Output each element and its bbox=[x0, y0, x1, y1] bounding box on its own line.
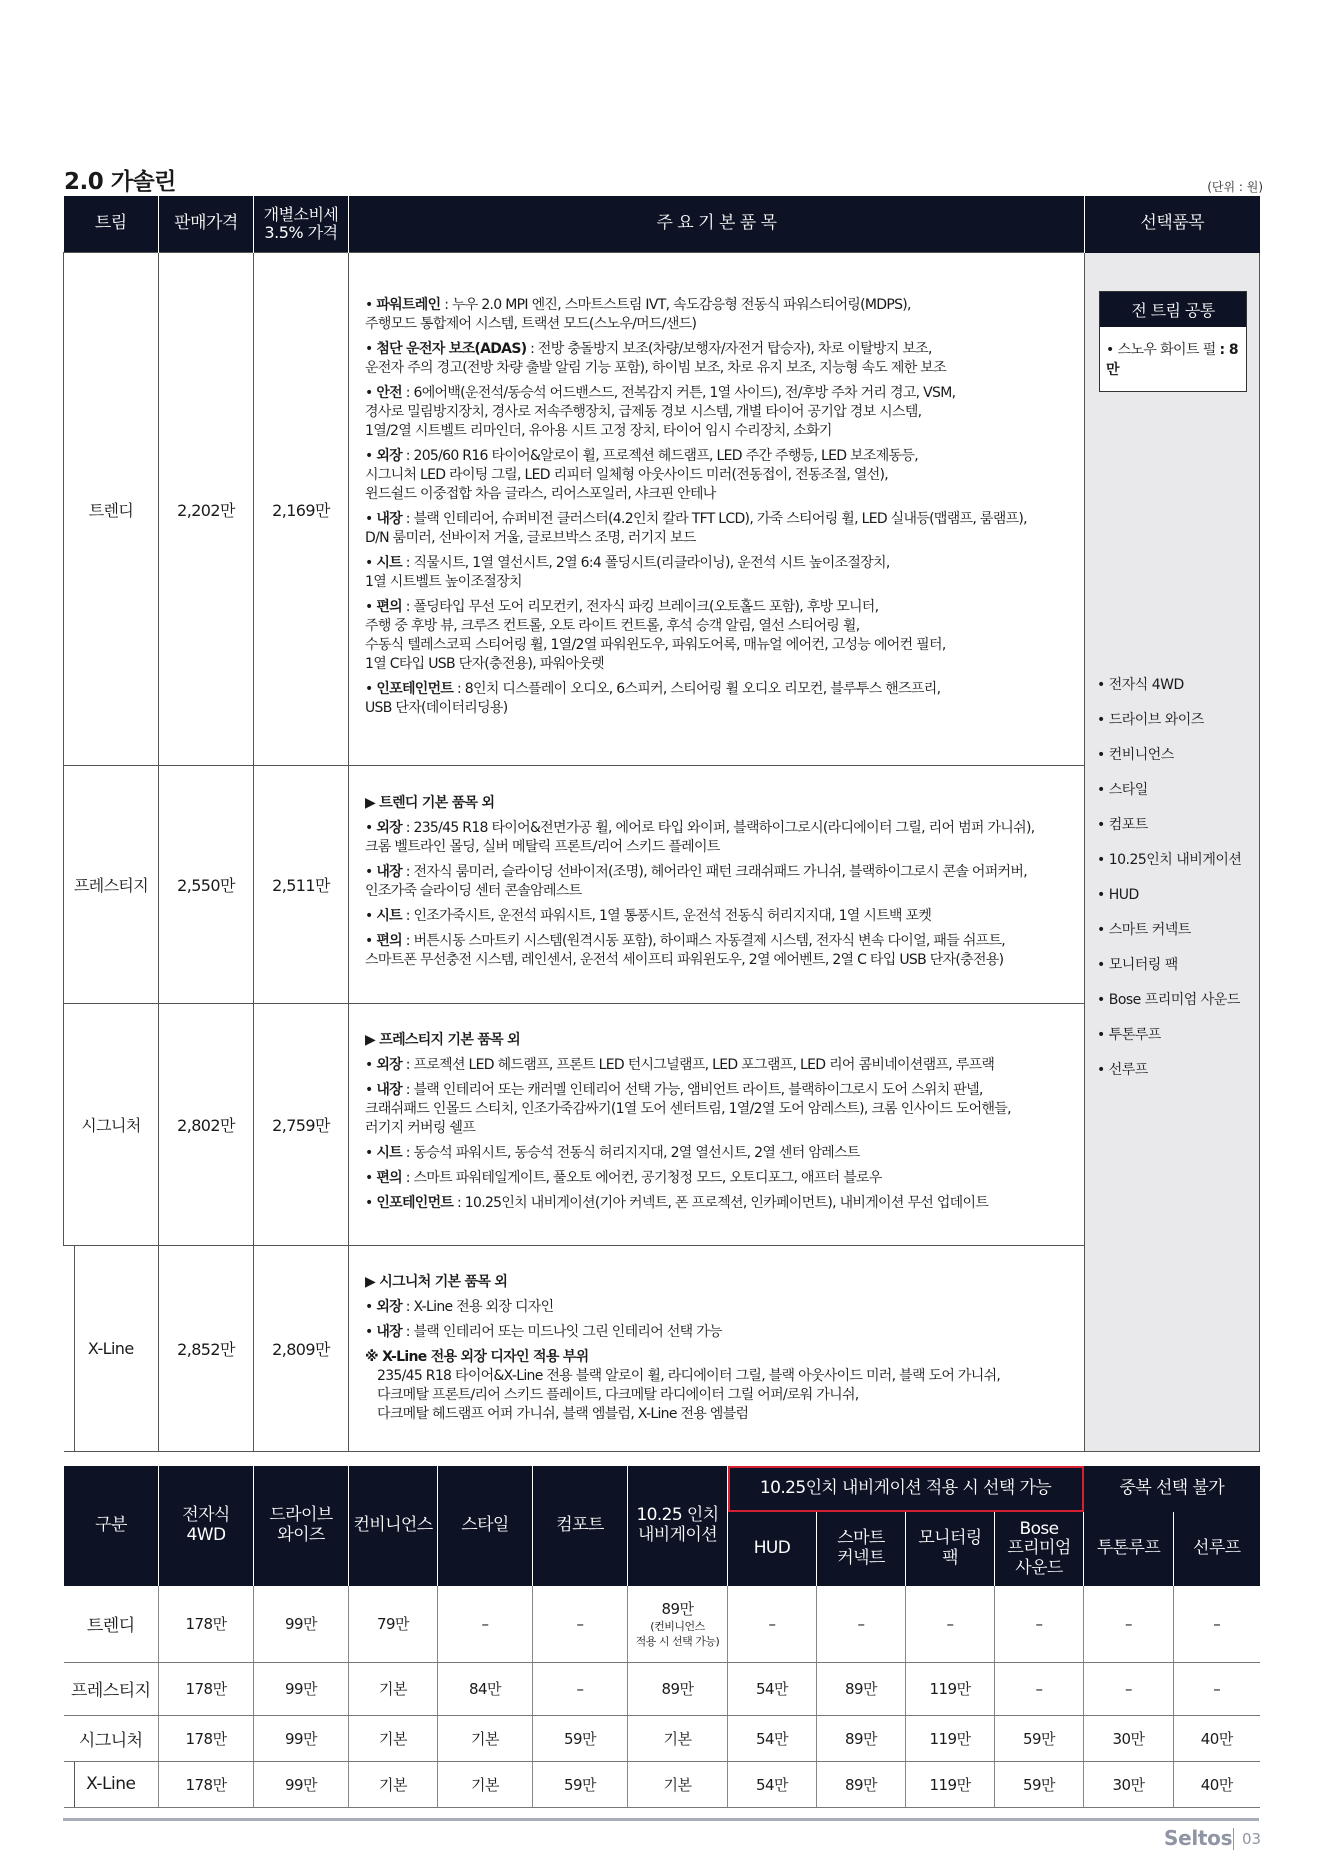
option-price-cell bbox=[349, 1715, 438, 1761]
trim-price: 2,550만 bbox=[159, 766, 254, 1004]
feature-category: 시트 bbox=[376, 907, 402, 924]
feature-lead: ▶ 트렌디 기본 품목 외 bbox=[365, 794, 495, 811]
bullet-icon: • bbox=[365, 1144, 377, 1161]
bullet-icon: • bbox=[365, 863, 377, 880]
option-price-cell bbox=[349, 1761, 438, 1807]
option-price-value: 54만 bbox=[755, 1775, 789, 1794]
feature-category: 편의 bbox=[376, 599, 402, 615]
bullet-icon: • bbox=[365, 385, 377, 401]
feature-text: : 8인치 디스플레이 오디오, 6스피커, 스티어링 휠 오디오 리모컨, 블루투스 핸즈프리, USB 단자(데이터리딩용) bbox=[365, 681, 941, 716]
option-price-cell bbox=[628, 1715, 728, 1761]
option-row-trim: X-Line bbox=[64, 1761, 159, 1807]
option-price-cell bbox=[159, 1586, 254, 1662]
option-price-cell bbox=[628, 1662, 728, 1715]
bullet-icon: • bbox=[365, 1324, 377, 1340]
option-price-cell bbox=[1084, 1761, 1174, 1807]
option-price-value: 기본 bbox=[379, 1775, 407, 1794]
feature-text: : 블랙 인테리어, 슈퍼비전 클러스터(4.2인치 칼라 TFT LCD), 가죽 스티어링 휠, LED 실내등(맵램프, 룸램프), D/N 룸미러, 선바이저 거울, 글로브박스 조명, 러기지 보드 bbox=[365, 511, 1027, 546]
feature-category: 인포테인먼트 bbox=[376, 1194, 454, 1211]
feature-item bbox=[365, 1169, 1072, 1188]
feature-list bbox=[349, 1004, 1085, 1246]
option-price-value: – bbox=[946, 1614, 954, 1633]
brand-name: Seltos bbox=[1164, 1826, 1233, 1850]
feature-text: : 프로젝션 LED 헤드램프, 프론트 LED 턴시그널램프, LED 포그램프, LED 리어 콤비네이션램프, 루프랙 bbox=[401, 1056, 995, 1073]
feature-item bbox=[365, 932, 1072, 970]
feature-category: 외장 bbox=[376, 1056, 402, 1073]
option-price-value: 119만 bbox=[929, 1729, 971, 1748]
option-price-value: 기본 bbox=[663, 1729, 692, 1748]
feature-text: : 직물시트, 1열 열선시트, 2열 6:4 폴딩시트(리클라이닝), 운전석 시트 높이조절장치, 1열 시트벨트 높이조절장치 bbox=[365, 555, 890, 590]
feature-category: 첨단 운전자 보조(ADAS) bbox=[376, 341, 527, 357]
bullet-icon: • bbox=[365, 932, 377, 949]
option-price-cell bbox=[628, 1761, 728, 1807]
feature-text: : 인조가죽시트, 운전석 파워시트, 1열 통풍시트, 운전석 전동식 허리지지대, 1열 시트백 포켓 bbox=[401, 907, 932, 924]
option-price-value: 99만 bbox=[284, 1775, 318, 1794]
option-price-cell bbox=[349, 1586, 438, 1662]
opt-header-sunroof: 선루프 bbox=[1174, 1512, 1260, 1586]
feature-category: 내장 bbox=[376, 511, 402, 527]
option-row bbox=[64, 1662, 1260, 1715]
trim-tax-price: 2,759만 bbox=[254, 1004, 349, 1246]
feature-category: 인포테인먼트 bbox=[376, 681, 454, 697]
common-option-item: • 스노우 화이트 펄 : 8만 bbox=[1106, 341, 1238, 378]
feature-list bbox=[349, 766, 1085, 1004]
feature-category: 내장 bbox=[376, 863, 402, 880]
feature-category: 시트 bbox=[376, 1144, 402, 1161]
option-price-value: – bbox=[1213, 1614, 1221, 1633]
feature-category: 편의 bbox=[376, 1169, 402, 1186]
feature-text: : 전방 충돌방지 보조(차량/보행자/자전거 탑승자), 차로 이탈방지 보조, 운전자 주의 경고(전방 차량 출발 알림 기능 포함), 하이빔 보조, 차로 유지 보조, 지능형 속도 제한 보조 bbox=[365, 341, 946, 376]
option-row bbox=[64, 1761, 1260, 1807]
trim-row bbox=[64, 1004, 1260, 1246]
feature-text: : 235/45 R18 타이어&전면가공 휠, 에어로 타입 와이퍼, 블랙하이그로시(라디에이터 그릴, 리어 범퍼 가니쉬), 크롬 벨트라인 몰딩, 실버 메탈릭 프론트/리어 스키드 플레이트 bbox=[365, 819, 1035, 855]
option-price-cell bbox=[1174, 1715, 1260, 1761]
feature-lead: ▶ 프레스티지 기본 품목 외 bbox=[365, 1031, 521, 1048]
feature-text: : 전자식 룸미러, 슬라이딩 선바이저(조명), 헤어라인 패턴 크래쉬패드 가니쉬, 블랙하이그로시 콘솔 어퍼커버, 인조가죽 슬라이딩 센터 콘솔암레스트 bbox=[365, 863, 1027, 899]
option-price-value: 178만 bbox=[185, 1615, 227, 1634]
option-row bbox=[64, 1586, 1260, 1662]
option-price-cell bbox=[817, 1586, 906, 1662]
option-price-value: 59만 bbox=[1022, 1729, 1056, 1748]
feature-item bbox=[365, 1081, 1072, 1138]
opt-header-hud: HUD bbox=[728, 1512, 817, 1586]
option-price-value: 89만 bbox=[844, 1680, 878, 1698]
option-price-value: – bbox=[1035, 1614, 1043, 1633]
bullet-icon: • bbox=[365, 1299, 377, 1315]
opt-header-bose: Bose 프리미엄 사운드 bbox=[995, 1512, 1084, 1586]
option-price-value: 59만 bbox=[1022, 1775, 1056, 1794]
feature-text: : X-Line 전용 외장 디자인 bbox=[401, 1299, 554, 1315]
option-price-value: 기본 bbox=[379, 1680, 407, 1698]
option-price-cell bbox=[995, 1586, 1084, 1662]
option-row-trim: 시그니처 bbox=[64, 1715, 159, 1761]
option-price-cell bbox=[906, 1662, 995, 1715]
section-title: 2.0 가솔린 bbox=[64, 169, 176, 195]
feature-item bbox=[365, 554, 1072, 592]
page-number: 03 bbox=[1242, 1830, 1262, 1848]
option-price-value: 89만 bbox=[661, 1600, 694, 1619]
option-column bbox=[1085, 253, 1260, 1452]
option-price-cell bbox=[438, 1761, 533, 1807]
trim-name: X-Line bbox=[64, 1246, 159, 1452]
option-price-cell bbox=[533, 1586, 628, 1662]
feature-text: : 누우 2.0 MPI 엔진, 스마트스트림 IVT, 속도감응형 전동식 파워스티어링(MDPS), 주행모드 통합제어 시스템, 트랙션 모드(스노우/머드/샌드) bbox=[365, 297, 911, 332]
feature-category: 내장 bbox=[376, 1324, 402, 1340]
feature-text: : 블랙 인테리어 또는 미드나잇 그린 인테리어 선택 가능 bbox=[401, 1324, 722, 1340]
option-list-item: • 스마트 커넥트 bbox=[1097, 921, 1191, 938]
trim-price: 2,852만 bbox=[159, 1246, 254, 1452]
option-price-cell bbox=[1084, 1662, 1174, 1715]
feature-item bbox=[365, 340, 1072, 378]
feature-category: 외장 bbox=[376, 448, 402, 464]
feature-category: 내장 bbox=[376, 1081, 402, 1098]
feature-item bbox=[365, 598, 1072, 674]
xline-note bbox=[365, 1348, 1072, 1424]
option-price-value: 89만 bbox=[844, 1775, 878, 1794]
option-price-cell bbox=[349, 1662, 438, 1715]
option-price-value: 89만 bbox=[661, 1680, 694, 1698]
option-list-item: • Bose 프리미엄 사운드 bbox=[1097, 991, 1240, 1008]
feature-text: : 동승석 파워시트, 동승석 전동식 허리지지대, 2열 열선시트, 2열 센터 암레스트 bbox=[401, 1144, 860, 1161]
option-price-table bbox=[63, 1466, 1260, 1808]
trim-tax-price: 2,511만 bbox=[254, 766, 349, 1004]
feature-category: 외장 bbox=[376, 819, 402, 836]
opt-header-awd: 전자식 4WD bbox=[159, 1466, 254, 1586]
bullet-icon: • bbox=[365, 511, 377, 527]
option-price-value: – bbox=[768, 1614, 776, 1633]
opt-header-convenience: 컨비니언스 bbox=[349, 1466, 438, 1586]
footer-rule bbox=[63, 1818, 1259, 1821]
feature-text: : 10.25인치 내비게이션(기아 커넥트, 폰 프로젝션, 인카페이먼트), 내비게이션 무선 업데이트 bbox=[453, 1194, 989, 1211]
feature-text: : 스마트 파워테일게이트, 풀오토 에어컨, 공기청정 모드, 오토디포그, 애프터 블로우 bbox=[401, 1169, 882, 1186]
trim-row bbox=[64, 766, 1260, 1004]
feature-text: : 205/60 R16 타이어&알로이 휠, 프로젝션 헤드램프, LED 주간 주행등, LED 보조제동등, 시그니처 LED 라이팅 그릴, LED 리피터 일체형 아웃사이드 미러(전동접이, 전동조절, 열선), 윈드쉴드 이중접합 차음 글라스, 리어스포일러, 샤크핀 안테나 bbox=[365, 448, 918, 502]
bullet-icon: • bbox=[365, 448, 377, 464]
feature-list bbox=[349, 1246, 1085, 1452]
option-price-cell bbox=[533, 1761, 628, 1807]
option-price-value: 54만 bbox=[755, 1680, 789, 1698]
feature-item bbox=[365, 1323, 1072, 1342]
option-price-cell bbox=[1084, 1586, 1174, 1662]
option-price-value: 99만 bbox=[284, 1729, 318, 1748]
option-list-item: • 스타일 bbox=[1097, 781, 1148, 798]
trim-price: 2,202만 bbox=[159, 253, 254, 766]
option-price-value: 79만 bbox=[376, 1615, 410, 1634]
option-price-cell bbox=[906, 1715, 995, 1761]
feature-text: : 버튼시동 스마트키 시스템(원격시동 포함), 하이패스 자동결제 시스템, 전자식 변속 다이얼, 패들 쉬프트, 스마트폰 무선충전 시스템, 레인센서, 운전석 세이프티 파워윈도우, 2열 에어벤트, 2열 C 타입 USB 단자(충전용) bbox=[365, 932, 1006, 968]
option-row-trim: 트렌디 bbox=[64, 1586, 159, 1662]
feature-list bbox=[349, 253, 1085, 766]
option-price-cell bbox=[254, 1761, 349, 1807]
feature-text: : 블랙 인테리어 또는 캐러멜 인테리어 선택 가능, 앰비언트 라이트, 블랙하이그로시 도어 스위치 판넬, 크래쉬패드 인몰드 스티치, 인조가죽감싸기(1열 도어 센터트림, 1열/2열 도어 암레스트), 크롬 인사이드 도어핸들, 러기지 커버링 쉘프 bbox=[365, 1081, 1011, 1136]
option-price-value: – bbox=[857, 1614, 865, 1633]
opt-header-navigation: 10.25 인치 내비게이션 bbox=[628, 1466, 728, 1586]
bullet-icon: • bbox=[365, 297, 377, 313]
feature-item bbox=[365, 1298, 1072, 1317]
option-price-value: 기본 bbox=[471, 1729, 499, 1748]
header-price: 판매가격 bbox=[159, 196, 254, 253]
feature-category: 시트 bbox=[376, 555, 402, 571]
option-price-cell bbox=[1174, 1586, 1260, 1662]
feature-item bbox=[365, 1194, 1072, 1213]
option-price-cell bbox=[533, 1715, 628, 1761]
trim-row bbox=[64, 253, 1260, 766]
option-price-value: 119만 bbox=[929, 1775, 971, 1794]
bullet-icon: • bbox=[365, 1081, 377, 1098]
option-price-value: 30만 bbox=[1112, 1729, 1145, 1748]
option-row bbox=[64, 1715, 1260, 1761]
option-price-value: – bbox=[1035, 1679, 1043, 1698]
xline-note-text: 235/45 R18 타이어&X-Line 전용 블랙 알로이 휠, 라디에이터 그릴, 블랙 아웃사이드 미러, 블랙 도어 가니쉬, 다크메탈 프론트/리어 스키드 플레이트, 다크메탈 라디에이터 그릴 어퍼/로워 가니쉬, 다크메탈 헤드램프 어퍼 가니쉬, 블랙 엠블럼, X-Line 전용 엠블럼 bbox=[377, 1368, 1001, 1422]
bullet-icon: • bbox=[365, 819, 377, 836]
option-list-item: • 전자식 4WD bbox=[1097, 676, 1184, 693]
option-price-cell bbox=[1084, 1715, 1174, 1761]
feature-item bbox=[365, 384, 1072, 441]
option-list-item: • 드라이브 와이즈 bbox=[1097, 711, 1204, 728]
option-price-value: 59만 bbox=[563, 1729, 597, 1748]
option-price-value: 30만 bbox=[1112, 1775, 1145, 1794]
option-price-value: 99만 bbox=[284, 1615, 318, 1634]
option-price-cell bbox=[438, 1715, 533, 1761]
bullet-icon: • bbox=[365, 341, 377, 357]
option-list-item: • HUD bbox=[1097, 886, 1139, 903]
unit-label: (단위 : 원) bbox=[1207, 180, 1263, 194]
option-price-value: 기본 bbox=[471, 1775, 499, 1794]
feature-item bbox=[365, 907, 1072, 926]
option-price-cell bbox=[159, 1715, 254, 1761]
feature-item bbox=[365, 510, 1072, 548]
feature-category: 파워트레인 bbox=[376, 297, 441, 313]
opt-group-nav-required: 10.25인치 내비게이션 적용 시 선택 가능 bbox=[728, 1466, 1084, 1512]
option-price-cell bbox=[628, 1586, 728, 1662]
opt-header-style: 스타일 bbox=[438, 1466, 533, 1586]
option-price-cell bbox=[906, 1761, 995, 1807]
option-price-cell bbox=[995, 1715, 1084, 1761]
option-price-value: 기본 bbox=[379, 1729, 407, 1748]
option-price-cell bbox=[254, 1715, 349, 1761]
bullet-icon: • bbox=[365, 681, 377, 697]
option-price-value: 89만 bbox=[844, 1729, 878, 1748]
option-price-value: 99만 bbox=[284, 1680, 318, 1698]
option-price-cell bbox=[254, 1586, 349, 1662]
bullet-icon: • bbox=[365, 555, 377, 571]
xline-note-title: ※ X-Line 전용 외장 디자인 적용 부위 bbox=[365, 1349, 589, 1365]
opt-header-comfort: 컴포트 bbox=[533, 1466, 628, 1586]
option-price-cell bbox=[1174, 1662, 1260, 1715]
trim-price: 2,802만 bbox=[159, 1004, 254, 1246]
option-list-item: • 컴포트 bbox=[1097, 816, 1148, 833]
feature-category: 안전 bbox=[376, 385, 402, 401]
feature-item bbox=[365, 1056, 1072, 1075]
feature-text: : 폴딩타입 무선 도어 리모컨키, 전자식 파킹 브레이크(오토홀드 포함), 후방 모니터, 주행 중 후방 뷰, 크루즈 컨트롤, 오토 라이트 컨트롤, 후석 승객 알림, 열선 스티어링 휠, 수동식 텔레스코픽 스티어링 휠, 1열/2열 파워윈도우, 파워도어록, 매뉴얼 에어컨, 고성능 에어컨 필터, 1열 C타입 USB 단자(충전용), 파워아웃렛 bbox=[365, 599, 946, 672]
opt-header-drive-wise: 드라이브 와이즈 bbox=[254, 1466, 349, 1586]
option-row-trim: 프레스티지 bbox=[64, 1662, 159, 1715]
option-price-value: 기본 bbox=[663, 1775, 692, 1794]
option-price-value: 40만 bbox=[1200, 1729, 1233, 1748]
option-price-value: 59만 bbox=[563, 1775, 597, 1794]
feature-lead: ▶ 시그니처 기본 품목 외 bbox=[365, 1274, 508, 1290]
bullet-icon: • bbox=[365, 907, 377, 924]
option-price-cell bbox=[728, 1761, 817, 1807]
opt-header-gubun: 구분 bbox=[64, 1466, 159, 1586]
option-price-cell bbox=[159, 1662, 254, 1715]
feature-item bbox=[365, 819, 1072, 857]
option-price-value: – bbox=[576, 1679, 584, 1698]
feature-item bbox=[365, 447, 1072, 504]
option-price-cell bbox=[438, 1662, 533, 1715]
bullet-icon: • bbox=[365, 1056, 377, 1073]
option-price-cell bbox=[254, 1662, 349, 1715]
option-price-cell bbox=[728, 1586, 817, 1662]
option-list-item: • 10.25인치 내비게이션 bbox=[1097, 851, 1242, 868]
trim-tax-price: 2,809만 bbox=[254, 1246, 349, 1452]
nav-option-note: (컨비니언스 적용 시 선택 가능) bbox=[635, 1620, 720, 1649]
trim-name: 시그니처 bbox=[64, 1004, 159, 1246]
footer-divider bbox=[1233, 1828, 1234, 1850]
trim-table-header bbox=[64, 196, 1260, 253]
opt-group-no-duplicate: 중복 선택 불가 bbox=[1084, 1466, 1260, 1512]
option-price-value: 40만 bbox=[1200, 1775, 1233, 1794]
header-options: 선택품목 bbox=[1085, 196, 1260, 253]
option-list bbox=[1085, 668, 1259, 1088]
option-price-cell bbox=[817, 1662, 906, 1715]
option-price-value: – bbox=[576, 1614, 584, 1633]
feature-item bbox=[365, 680, 1072, 718]
bullet-icon: • bbox=[365, 1169, 377, 1186]
option-price-cell bbox=[1174, 1761, 1260, 1807]
option-price-value: 178만 bbox=[185, 1775, 227, 1794]
option-list-item: • 컨비니언스 bbox=[1097, 746, 1174, 763]
option-price-value: – bbox=[481, 1614, 489, 1633]
trim-name: 프레스티지 bbox=[64, 766, 159, 1004]
common-option-name: 스노우 화이트 펄 bbox=[1117, 341, 1216, 358]
option-price-cell bbox=[438, 1586, 533, 1662]
option-price-cell bbox=[728, 1715, 817, 1761]
option-list-item: • 투톤루프 bbox=[1097, 1026, 1161, 1043]
header-trim: 트림 bbox=[64, 196, 159, 253]
option-price-value: 54만 bbox=[755, 1729, 789, 1748]
option-price-cell bbox=[159, 1761, 254, 1807]
trim-tax-price: 2,169만 bbox=[254, 253, 349, 766]
trim-row bbox=[64, 1246, 1260, 1452]
common-option-box bbox=[1099, 291, 1247, 392]
option-price-value: 178만 bbox=[185, 1680, 227, 1698]
opt-header-smart-connect: 스마트 커넥트 bbox=[817, 1512, 906, 1586]
option-price-value: – bbox=[1213, 1679, 1221, 1698]
bullet-icon: • bbox=[365, 1194, 377, 1211]
feature-item bbox=[365, 1144, 1072, 1163]
trim-name: 트렌디 bbox=[64, 253, 159, 766]
common-option-price: : 8만 bbox=[1106, 341, 1238, 378]
option-price-cell bbox=[533, 1662, 628, 1715]
feature-item bbox=[365, 296, 1072, 334]
option-price-value: 178만 bbox=[185, 1729, 227, 1748]
option-price-value: – bbox=[1125, 1679, 1133, 1698]
option-price-value: – bbox=[1125, 1614, 1133, 1633]
trim-spec-table bbox=[63, 196, 1260, 1452]
option-list-item: • 모니터링 팩 bbox=[1097, 956, 1178, 973]
feature-text: : 6에어백(운전석/동승석 어드밴스드, 전복감지 커튼, 1열 사이드), 전/후방 주차 거리 경고, VSM, 경사로 밀림방지장치, 경사로 저속주행장치, 급제동 경보 시스템, 개별 타이어 공기압 경보 시스템, 1열/2열 시트벨트 리마인더, 유아용 시트 고정 장치, 타이어 임시 수리장치, 소화기 bbox=[365, 385, 956, 439]
header-tax-price: 개별소비세 3.5% 가격 bbox=[254, 196, 349, 253]
option-price-value: 119만 bbox=[929, 1680, 971, 1698]
header-main-features: 주 요 기 본 품 목 bbox=[349, 196, 1085, 253]
bullet-icon: • bbox=[365, 599, 377, 615]
common-option-title: 전 트림 공통 bbox=[1100, 292, 1246, 327]
feature-item bbox=[365, 863, 1072, 901]
option-price-cell bbox=[817, 1761, 906, 1807]
feature-category: 편의 bbox=[376, 932, 402, 949]
option-price-cell bbox=[906, 1586, 995, 1662]
option-price-cell bbox=[817, 1715, 906, 1761]
option-list-item: • 선루프 bbox=[1097, 1061, 1148, 1078]
opt-header-monitoring-pack: 모니터링 팩 bbox=[906, 1512, 995, 1586]
option-price-cell bbox=[995, 1662, 1084, 1715]
opt-header-two-tone-roof: 투톤루프 bbox=[1084, 1512, 1174, 1586]
option-price-cell bbox=[728, 1662, 817, 1715]
feature-category: 외장 bbox=[376, 1299, 402, 1315]
option-price-cell bbox=[995, 1761, 1084, 1807]
option-price-value: 84만 bbox=[468, 1680, 502, 1698]
